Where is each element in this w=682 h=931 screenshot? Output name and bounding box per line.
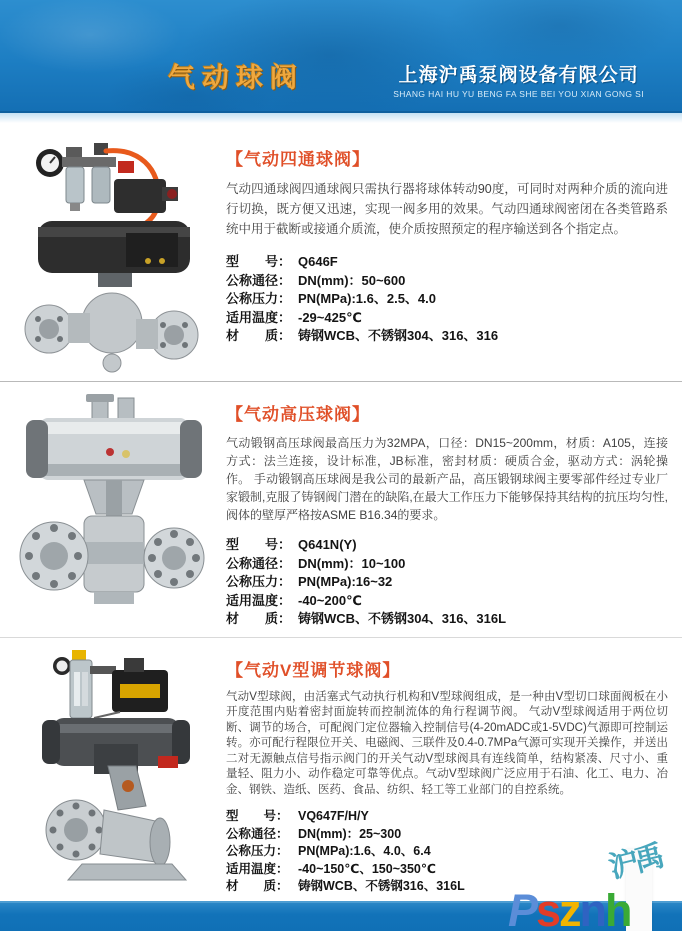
company-name: 上海沪禹泵阀设备有限公司 [398, 65, 639, 86]
spec-label: 材 质： [226, 879, 289, 893]
spec-row [226, 253, 668, 272]
spec-label: 材 质： [226, 328, 292, 343]
watermark-letter-h: h [605, 885, 631, 931]
spec-row [226, 555, 668, 574]
spec-value: Q646F [298, 254, 338, 269]
spec-value: Q641N(Y) [298, 537, 357, 552]
spec-value: DN(mm)：50~600 [298, 272, 406, 288]
product-image-column [8, 648, 220, 896]
spec-value: -40~200℃ [298, 592, 362, 608]
spec-label: 适用温度： [226, 309, 292, 325]
v-type-valve-photo [24, 648, 204, 886]
product-text-column [220, 392, 668, 629]
watermark-text [508, 885, 631, 931]
spec-label: 公称压力： [226, 844, 289, 858]
spec-label: 适用温度： [226, 592, 292, 608]
high-pressure-valve-photo [14, 392, 214, 622]
content-area [0, 123, 682, 904]
spec-value: VQ647F/H/Y [298, 809, 369, 823]
watermark-letter-n: n [579, 885, 606, 931]
spec-value: -40~150℃、150~350℃ [298, 861, 437, 876]
spec-label: 材 质： [226, 611, 292, 626]
spec-value: 铸钢WCB、不锈钢304、316、316L [298, 611, 507, 626]
watermark-stamp: 沪禹 [605, 840, 665, 885]
watermark-letter-z: z [559, 885, 580, 931]
spec-value: PN(MPa):16~32 [298, 574, 393, 589]
page-title: 气动球阀 [168, 63, 304, 93]
spec-label: 公称通径： [226, 272, 292, 288]
section-heading: 【气动V型调节球阀】 [226, 660, 401, 680]
spec-row [226, 536, 668, 555]
spec-row [226, 327, 668, 346]
spec-row [226, 272, 668, 291]
product-image-column [8, 392, 220, 629]
spec-row [226, 573, 668, 592]
watermark [508, 841, 678, 931]
spec-row [226, 808, 668, 826]
spec-label: 型 号： [226, 254, 292, 269]
four-way-valve-photo [16, 137, 212, 373]
spec-row [226, 592, 668, 611]
section-description: 气动锻钢高压球阀最高压力为32MPA，口径：DN15~200mm，材质：A105，连接方式：法兰连接，设计标准，JB标准，密封材质：硬质合金，驱动方式：涡轮操作。 手动锻钢高压球阀是我公司的最新产品，高压锻钢球阀主要零部件经过专业厂家锻制,克服了铸钢阀门潜在的缺陷,在最大工作压力下能够保持其结构的抗压均匀性,阀体的壁厚严格按ASME B16.34的要求。 [226, 436, 669, 522]
header-fade-strip [0, 113, 682, 123]
spec-label: 适用温度： [226, 861, 289, 876]
spec-value: PN(MPa):1.6、4.0、6.4 [298, 844, 431, 858]
spec-label: 公称通径： [226, 826, 289, 841]
spec-row [226, 309, 668, 328]
spec-value: 铸钢WCB、不锈钢304、316、316 [298, 328, 499, 343]
spec-value: DN(mm)：10~100 [298, 555, 406, 571]
watermark-letter-p: P [508, 885, 537, 931]
spec-row [226, 610, 668, 629]
watermark-letter-s: s [536, 885, 560, 931]
spec-label: 公称通径： [226, 555, 292, 571]
spec-list [226, 536, 668, 629]
section-description: 气动V型球阀，由活塞式气动执行机构和V型球阀组成，是一种由V型切口球面阀板在小开度范围内贴着密封面旋转而控制流体的角行程调节阀。 气动V型球阀适用于两位切断、调节的场合，可配阀门定位器输入控制信号(4-20mADC或1-5VDC)气源即可控制运转。亦可配行程限位开关、电磁阀、三联件及0.4-0.7MPa气源可实现开关操作，并送出二对无源触点信号指示阀门的开关气动V型球阀具有连线简单，结构紧凑、尺寸小、重量轻、阻力小、动作稳定可靠等优点。气动V型球阀广泛应用于石油、化工、电力、冶金、钢铁、造纸、医药、食品、纺织、轻工等工业部门的自控系统。 [226, 690, 668, 796]
spec-value: DN(mm)：25~300 [298, 826, 402, 841]
spec-row [226, 290, 668, 309]
spec-label: 型 号： [226, 809, 289, 823]
section-heading: 【气动四通球阀】 [226, 150, 370, 169]
section-description: 气动四通球阀四通球阀只需执行器将球体转动90度，可同时对两种介质的流向进行切换，既方便又迅速，实现一阀多用的效果。气动四通球阀密闭在各类管路系统中用于截断或接通介质流，使介质按照预定的程序输送到各个指定点。 [226, 182, 668, 236]
product-image-column [8, 137, 220, 373]
spec-label: 型 号： [226, 537, 292, 552]
spec-value: 铸钢WCB、不锈钢316、316L [298, 879, 465, 893]
company-name-en: SHANG HAI HU YU BENG FA SHE BEI YOU XIAN GONG SI [393, 89, 644, 99]
section-heading: 【气动高压球阀】 [226, 405, 370, 424]
spec-label: 公称压力： [226, 574, 292, 589]
spec-value: PN(MPa):1.6、2.5、4.0 [298, 291, 436, 306]
page-header [0, 0, 682, 113]
product-section-high-pressure [0, 382, 682, 637]
company-block [393, 60, 644, 99]
spec-value: -29~425℃ [298, 309, 362, 325]
product-text-column [220, 137, 668, 373]
spec-list [226, 253, 668, 346]
spec-label: 公称压力： [226, 291, 292, 306]
product-section-four-way [0, 127, 682, 381]
